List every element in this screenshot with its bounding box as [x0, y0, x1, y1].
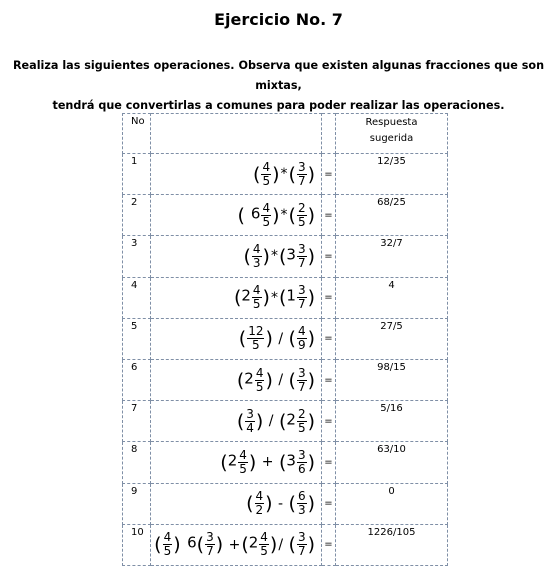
operator-symbol: + — [257, 454, 278, 471]
fraction-denominator: 7 — [297, 173, 306, 188]
parenthesis: ( — [288, 492, 296, 515]
parenthesis: ) — [272, 204, 280, 227]
parenthesis: ) — [248, 451, 257, 474]
suggested-answer: 12/35 — [336, 154, 448, 195]
fraction-numerator: 3 — [297, 283, 306, 298]
fraction — [259, 531, 269, 558]
fraction-numerator: 4 — [260, 530, 268, 545]
fraction-denominator: 5 — [262, 173, 271, 188]
header-operation — [151, 114, 322, 154]
operator-symbol: / — [273, 330, 288, 347]
fraction-numerator: 4 — [163, 530, 172, 545]
whole-number: 2 — [286, 410, 296, 429]
whole-number: 1 — [286, 286, 296, 305]
exercise-table — [122, 113, 448, 566]
operator-symbol: / — [264, 413, 278, 430]
operator-symbol: * — [280, 166, 288, 183]
parenthesis: ( — [288, 327, 296, 350]
parenthesis: ) — [265, 327, 273, 350]
row-number: 10 — [123, 524, 151, 565]
fraction — [297, 367, 307, 394]
equals-sign: = — [322, 483, 336, 524]
table-row — [123, 483, 448, 524]
page-title: Ejercicio No. 7 — [214, 10, 343, 29]
fraction-numerator: 2 — [297, 406, 306, 421]
whole-number: 3 — [286, 451, 296, 470]
row-number: 5 — [123, 318, 151, 359]
row-number: 7 — [123, 401, 151, 442]
fraction-numerator: 2 — [297, 200, 306, 215]
table-row — [123, 195, 448, 236]
row-number: 2 — [123, 195, 151, 236]
parenthesis: ( — [233, 286, 242, 309]
suggested-answer: 5/16 — [336, 401, 448, 442]
fraction-numerator: 6 — [297, 489, 306, 504]
parenthesis: ) — [307, 410, 315, 433]
fraction-denominator: 5 — [252, 297, 261, 312]
equals-sign: = — [322, 195, 336, 236]
operation-expression — [151, 359, 322, 400]
suggested-answer: 68/25 — [336, 195, 448, 236]
operator-symbol: / — [273, 372, 288, 389]
operation-expression — [151, 277, 322, 318]
parenthesis: ) — [269, 533, 278, 556]
operation-expression — [151, 236, 322, 277]
fraction — [205, 531, 215, 558]
parenthesis: ) — [255, 410, 264, 433]
fraction-numerator: 4 — [262, 200, 271, 215]
fraction — [252, 284, 262, 311]
parenthesis: ( — [241, 533, 249, 556]
fraction — [297, 408, 307, 435]
fraction-numerator: 4 — [297, 324, 306, 339]
operation-expression — [151, 483, 322, 524]
operator-symbol: * — [270, 248, 278, 265]
fraction-denominator: 7 — [206, 544, 214, 559]
parenthesis: ) — [265, 492, 273, 515]
operator-symbol: * — [280, 207, 288, 224]
parenthesis: ( — [154, 533, 162, 556]
whole-number: 3 — [286, 245, 296, 264]
suggested-answer: 32/7 — [336, 236, 448, 277]
parenthesis: ) — [262, 245, 270, 268]
whole-number: 6 — [187, 533, 197, 552]
exercise-table-body — [123, 114, 448, 566]
fraction-denominator: 5 — [163, 544, 172, 559]
fraction-numerator: 3 — [297, 530, 306, 545]
fraction — [297, 161, 307, 188]
parenthesis: ( — [278, 286, 287, 309]
equals-sign: = — [322, 524, 336, 565]
parenthesis: ) — [265, 369, 273, 392]
parenthesis: ( — [288, 369, 296, 392]
fraction-numerator: 4 — [255, 365, 264, 380]
fraction-denominator: 7 — [297, 544, 306, 559]
parenthesis: ( — [237, 204, 251, 227]
parenthesis: ( — [253, 163, 261, 186]
operation-expression — [151, 318, 322, 359]
operation-expression — [151, 524, 322, 565]
fraction — [247, 325, 264, 352]
row-number: 1 — [123, 154, 151, 195]
operator-symbol: * — [270, 289, 278, 306]
suggested-answer: 1226/105 — [336, 524, 448, 565]
row-number: 9 — [123, 483, 151, 524]
fraction — [297, 284, 307, 311]
table-row — [123, 318, 448, 359]
equals-sign: = — [322, 277, 336, 318]
fraction-numerator: 3 — [297, 241, 306, 256]
parenthesis: ( — [243, 245, 251, 268]
parenthesis: ) — [272, 163, 280, 186]
fraction-numerator: 4 — [255, 489, 264, 504]
fraction-denominator: 5 — [297, 420, 306, 435]
table-row — [123, 277, 448, 318]
whole-number: 2 — [244, 369, 254, 388]
header-no: No — [123, 114, 151, 154]
fraction — [297, 490, 307, 517]
parenthesis: ( — [236, 369, 245, 392]
fraction-numerator: 12 — [248, 324, 264, 339]
fraction-denominator: 4 — [246, 420, 254, 435]
fraction — [297, 243, 307, 270]
fraction — [255, 367, 265, 394]
parenthesis: ( — [196, 533, 205, 556]
fraction-denominator: 2 — [255, 503, 264, 518]
operation-expression — [151, 401, 322, 442]
parenthesis: ) — [307, 245, 315, 268]
fraction-denominator: 5 — [255, 379, 264, 394]
equals-sign: = — [322, 359, 336, 400]
parenthesis: ( — [288, 533, 296, 556]
fraction — [297, 449, 307, 476]
fraction — [163, 531, 173, 558]
parenthesis: ( — [220, 451, 228, 474]
suggested-answer: 98/15 — [336, 359, 448, 400]
fraction-denominator: 7 — [297, 297, 306, 312]
fraction-denominator: 7 — [297, 379, 306, 394]
equals-sign: = — [322, 401, 336, 442]
fraction-denominator: 9 — [297, 338, 306, 353]
parenthesis: ( — [246, 492, 254, 515]
fraction — [252, 243, 262, 270]
parenthesis: ) — [307, 327, 315, 350]
fraction-numerator: 3 — [246, 406, 254, 421]
equals-sign: = — [322, 318, 336, 359]
parenthesis: ( — [288, 204, 296, 227]
parenthesis: ) — [262, 286, 270, 309]
suggested-answer: 63/10 — [336, 442, 448, 483]
fraction — [255, 490, 265, 517]
fraction — [297, 531, 307, 558]
parenthesis: ) — [307, 163, 315, 186]
fraction — [238, 449, 248, 476]
parenthesis: ) — [307, 533, 315, 556]
fraction — [245, 408, 255, 435]
fraction-numerator: 3 — [297, 365, 306, 380]
parenthesis: ) — [215, 533, 224, 556]
parenthesis: ) — [307, 492, 315, 515]
parenthesis: ) — [307, 451, 315, 474]
instructions-line-2: tendrá que convertirlas a comunes para poder realizar las operaciones. — [52, 99, 505, 112]
row-number: 8 — [123, 442, 151, 483]
operator-symbol: / — [278, 536, 288, 553]
fraction-denominator: 3 — [297, 503, 306, 518]
row-number: 4 — [123, 277, 151, 318]
parenthesis: ( — [278, 410, 287, 433]
table-row — [123, 359, 448, 400]
table-row — [123, 524, 448, 565]
whole-number: 2 — [248, 533, 259, 552]
parenthesis: ) — [307, 369, 315, 392]
instructions-line-1: Realiza las siguientes operaciones. Observa que existen algunas fracciones que son mixtas, — [12, 59, 545, 92]
parenthesis: ( — [238, 327, 247, 350]
table-row — [123, 401, 448, 442]
equals-sign: = — [322, 154, 336, 195]
parenthesis: ( — [278, 451, 287, 474]
whole-number: 2 — [227, 451, 238, 470]
fraction-denominator: 7 — [297, 255, 306, 270]
fraction — [261, 161, 271, 188]
fraction-numerator: 4 — [239, 447, 247, 462]
fraction-denominator: 5 — [239, 461, 247, 476]
equals-sign: = — [322, 236, 336, 277]
operation-expression — [151, 154, 322, 195]
row-number: 3 — [123, 236, 151, 277]
table-row — [123, 236, 448, 277]
operation-expression — [151, 195, 322, 236]
fraction-numerator: 3 — [206, 530, 214, 545]
parenthesis: ( — [288, 163, 296, 186]
operator-symbol: + — [224, 536, 241, 553]
fraction-denominator: 5 — [297, 214, 306, 229]
fraction-numerator: 3 — [297, 447, 306, 462]
equals-sign: = — [322, 442, 336, 483]
whole-number: 6 — [250, 204, 261, 223]
parenthesis: ( — [278, 245, 287, 268]
parenthesis: ) — [307, 204, 315, 227]
fraction-numerator: 4 — [262, 159, 271, 174]
suggested-answer: 27/5 — [336, 318, 448, 359]
suggested-answer: 0 — [336, 483, 448, 524]
fraction-denominator: 3 — [252, 255, 261, 270]
parenthesis: ) — [173, 533, 181, 556]
fraction-denominator: 6 — [297, 461, 306, 476]
fraction-numerator: 4 — [252, 241, 261, 256]
parenthesis: ( — [236, 410, 245, 433]
table-row — [123, 154, 448, 195]
fraction-denominator: 5 — [262, 214, 271, 229]
table-row — [123, 442, 448, 483]
instructions — [4, 56, 553, 116]
operator-symbol: - — [273, 495, 288, 512]
whole-number: 2 — [241, 286, 251, 305]
fraction — [297, 325, 307, 352]
fraction-denominator: 5 — [260, 544, 268, 559]
fraction-numerator: 4 — [252, 283, 261, 298]
operation-expression — [151, 442, 322, 483]
header-equals — [322, 114, 336, 154]
row-number: 6 — [123, 359, 151, 400]
fraction — [261, 202, 271, 229]
fraction — [297, 202, 307, 229]
fraction-numerator: 3 — [297, 159, 306, 174]
suggested-answer: 4 — [336, 277, 448, 318]
table-header-row — [123, 114, 448, 154]
header-answer-line-1: Respuesta — [365, 117, 418, 128]
fraction-denominator: 5 — [252, 338, 260, 353]
header-answer-line-2: sugerida — [369, 133, 414, 144]
header-answer — [336, 114, 448, 154]
parenthesis: ) — [307, 286, 315, 309]
